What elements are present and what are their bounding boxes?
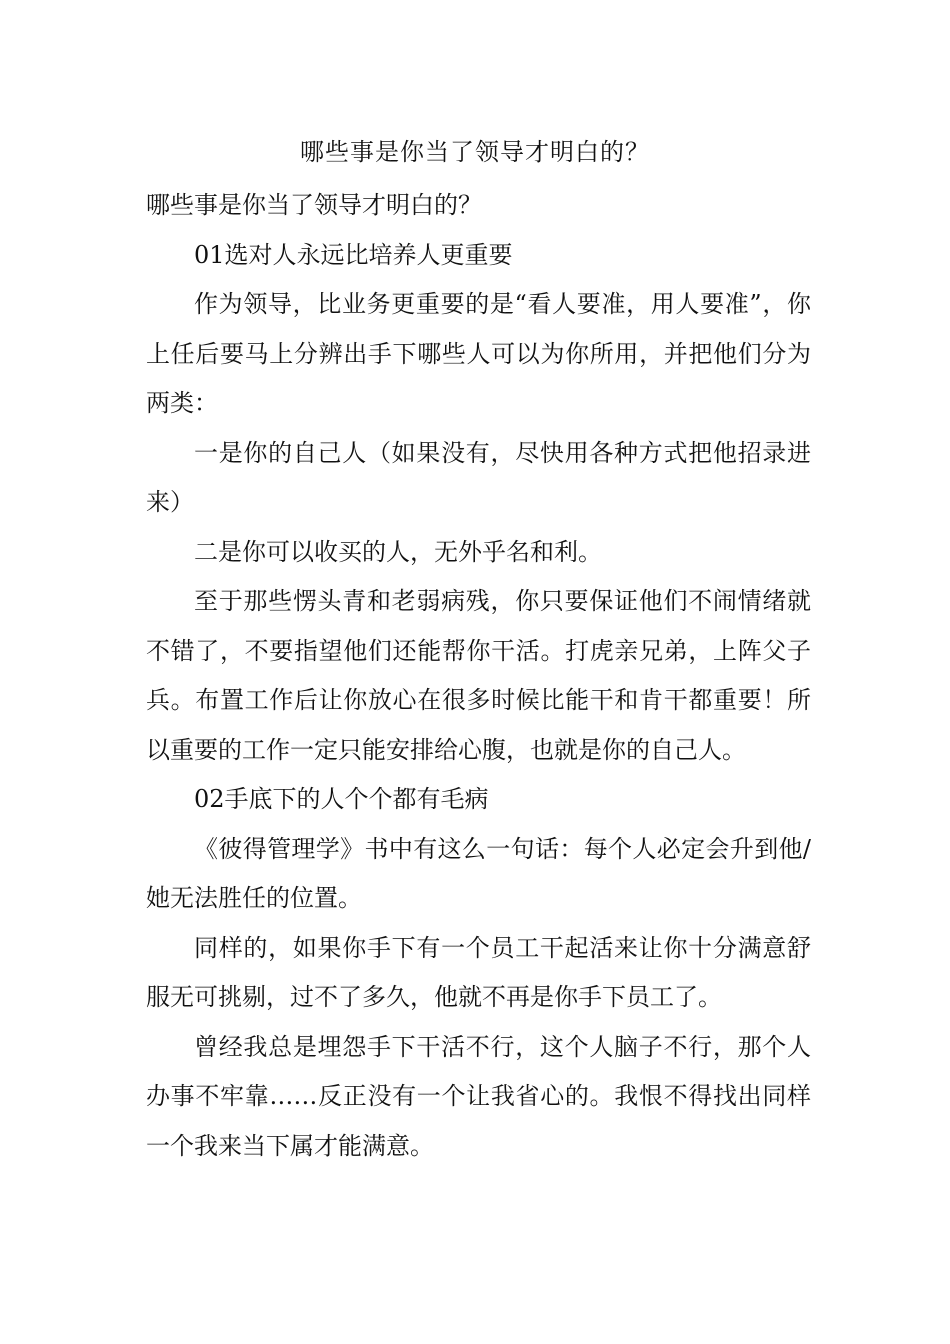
- paragraph: 曾经我总是埋怨手下干活不行，这个人脑子不行，那个人办事不牢靠……反正没有一个让我省心的。我恨不得找出同样一个我来当下属才能满意。: [146, 1032, 811, 1160]
- paragraph: 《彼得管理学》书中有这么一句话：每个人必定会升到他/她无法胜任的位置。: [146, 834, 811, 912]
- paragraph-heading: 哪些事是你当了领导才明白的？: [146, 191, 482, 219]
- paragraph: 二是你可以收买的人，无外乎名和利。: [194, 537, 602, 566]
- paragraph: 一是你的自己人（如果没有，尽快用各种方式把他招录进来）: [146, 438, 811, 516]
- section-heading-02: 02手底下的人个个都有毛病: [194, 785, 489, 813]
- document-title: 哪些事是你当了领导才明白的？: [300, 138, 650, 166]
- paragraph: 至于那些愣头青和老弱病残，你只要保证他们不闹情绪就不错了，不要指望他们还能帮你干活。打虎亲兄弟，上阵父子兵。布置工作后让你放心在很多时候比能干和肯干都重要！所以重要的工作一定只能安排给心腹，也就是你的自己人。: [146, 587, 811, 764]
- document-body: [146, 181, 811, 1171]
- paragraph: 作为领导，比业务更重要的是“看人要准，用人要准”，你上任后要马上分辨出手下哪些人可以为你所用，并把他们分为两类：: [146, 290, 811, 417]
- section-heading-01: 01选对人永远比培养人更重要: [194, 240, 513, 269]
- paragraph: 同样的，如果你手下有一个员工干起活来让你十分满意舒服无可挑剔，过不了多久，他就不再是你手下员工了。: [146, 933, 811, 1011]
